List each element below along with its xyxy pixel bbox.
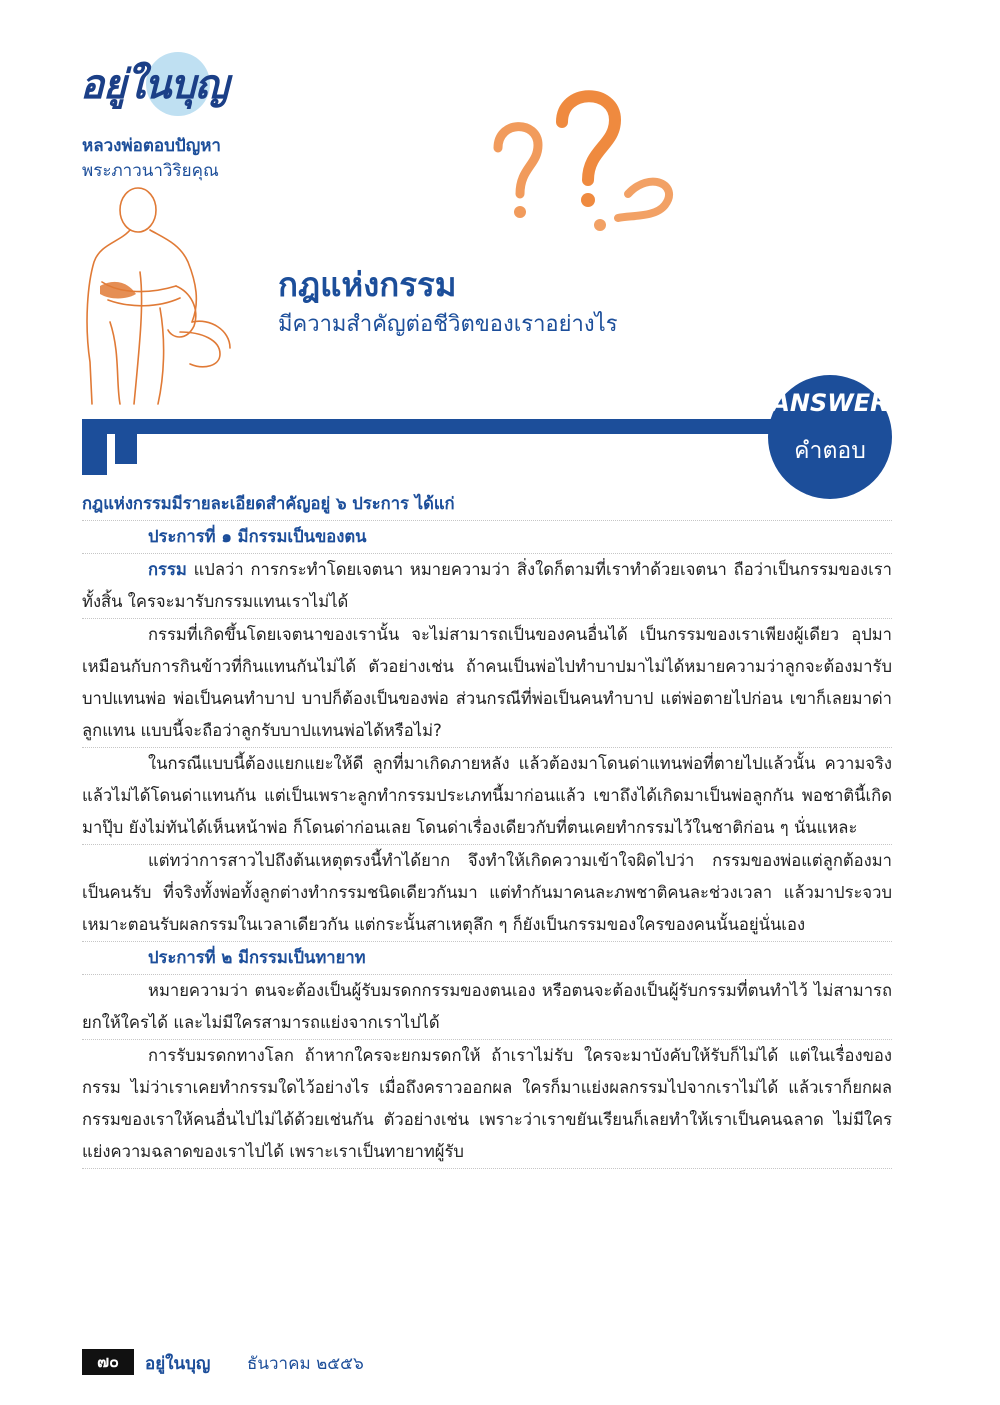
paragraph-text: แปลว่า การกระทำโดยเจตนา หมายความว่า สิ่งใดก็ตามที่เราทำด้วยเจตนา ถือว่าเป็นกรรมของเราทั้งสิ้น ใครจะมารับกรรมแทนเราไม่ได้ [82,560,892,611]
page-number: ๗๐ [82,1349,134,1375]
divider-tab [82,419,107,475]
article-subtitle: มีความสำคัญต่อชีวิตของเราอย่างไร [278,312,618,337]
paragraph: ในกรณีแบบนี้ต้องแยกแยะให้ดี ลูกที่มาเกิดภายหลัง แล้วต้องมาโดนด่าแทนพ่อที่ตายไปแล้วนั้น ความจริงแล้วไม่ได้โดนด่าแทนกัน แต่เป็นเพราะลูกทำกรรมประเภทนี้มาก่อนแล้ว เขาถึงได้เกิดมาเป็นพ่อลูกกัน พอชาตินี้เกิดมาปุ๊บ ยังไม่ทันได้เห็นหน้าพ่อ ก็โดนด่าก่อนเลย โดนด่าเรื่องเดียวกับที่ตนเคยทำกรรมไว้ในชาติก่อน ๆ นั่นแหละ [82,748,892,845]
paragraph: การรับมรดกทางโลก ถ้าหากใครจะยกมรดกให้ ถ้าเราไม่รับ ใครจะมาบังคับให้รับก็ไม่ได้ แต่ในเรื่องของกรรม ไม่ว่าเราเคยทำกรรมใดไว้อย่างไร เมื่อถึงคราวออกผล ใครก็มาแย่งผลกรรมไปจากเราไม่ได้ แล้วเราก็ยกผลกรรมของเราให้คนอื่นไปไม่ได้ด้วยเช่นกัน ตัวอย่างเช่น เพราะว่าเราขยันเรียนก็เลยทำให้เราเป็นคนฉลาด ไม่มีใครแย่งความฉลาดของเราไปได้ เพราะเราเป็นทายาทผู้รับ [82,1040,892,1169]
key-term: กรรม [148,560,187,579]
answer-badge-en: ANSWER [771,389,889,417]
answer-badge-th: คำตอบ [794,438,866,464]
column-author: พระภาวนาวิริยคุณ [82,161,219,181]
footer-issue-date: ธันวาคม ๒๕๕๖ [247,1354,364,1374]
question-marks-icon [480,90,680,250]
section-heading: ประการที่ ๑ มีกรรมเป็นของตน [82,521,892,554]
divider-tab [115,434,137,464]
paragraph: กรรมที่เกิดขึ้นโดยเจตนาของเรานั้น จะไม่สามารถเป็นของคนอื่นได้ เป็นกรรมของเราเพียงผู้เดียว อุปมาเหมือนกับการกินข้าวที่กินแทนกันไม่ได้ ตัวอย่างเช่น ถ้าคนเป็นพ่อไปทำบาปมาไม่ได้หมายความว่าลูกจะต้องมารับบาปแทนพ่อ พ่อเป็นคนทำบาป บาปก็ต้องเป็นของพ่อ ส่วนกรณีที่พ่อเป็นคนทำบาป แต่พ่อตายไปก่อน เขาก็เลยมาด่าลูกแทน แบบนี้จะถือว่าลูกรับบาปแทนพ่อได้หรือไม่? [82,619,892,748]
column-title: หลวงพ่อตอบปัญหา [82,136,221,156]
magazine-logo: อยู่ในบุญ [80,61,228,108]
monk-illustration [80,182,270,407]
section-heading: ประการที่ ๒ มีกรรมเป็นทายาท [82,942,892,975]
paragraph [82,554,892,619]
footer-magazine-name: อยู่ในบุญ [145,1354,211,1374]
paragraph: หมายความว่า ตนจะต้องเป็นผู้รับมรดกกรรมของตนเอง หรือตนจะต้องเป็นผู้รับกรรมที่ตนทำไว้ ไม่สามารถยกให้ใครได้ และไม่มีใครสามารถแย่งจากเราไปได้ [82,975,892,1040]
article-intro: กฎแห่งกรรมมีรายละเอียดสำคัญอยู่ ๖ ประการ ได้แก่ [82,488,892,521]
answer-badge [768,375,892,499]
header-divider-bar [82,419,802,434]
article-title: กฎแห่งกรรม [278,265,457,304]
paragraph: แต่ทว่าการสาวไปถึงต้นเหตุตรงนี้ทำได้ยาก จึงทำให้เกิดความเข้าใจผิดไปว่า กรรมของพ่อแต่ลูกต้องมาเป็นคนรับ ที่จริงทั้งพ่อทั้งลูกต่างทำกรรมชนิดเดียวกันมา แต่ทำกันมาคนละภพชาติคนละช่วงเวลา แล้วมาประจวบเหมาะตอนรับผลกรรมในเวลาเดียวกัน แต่กระนั้นสาเหตุลึก ๆ ก็ยังเป็นกรรมของใครของคนนั้นอยู่นั่นเอง [82,845,892,942]
article-body [82,488,892,1169]
